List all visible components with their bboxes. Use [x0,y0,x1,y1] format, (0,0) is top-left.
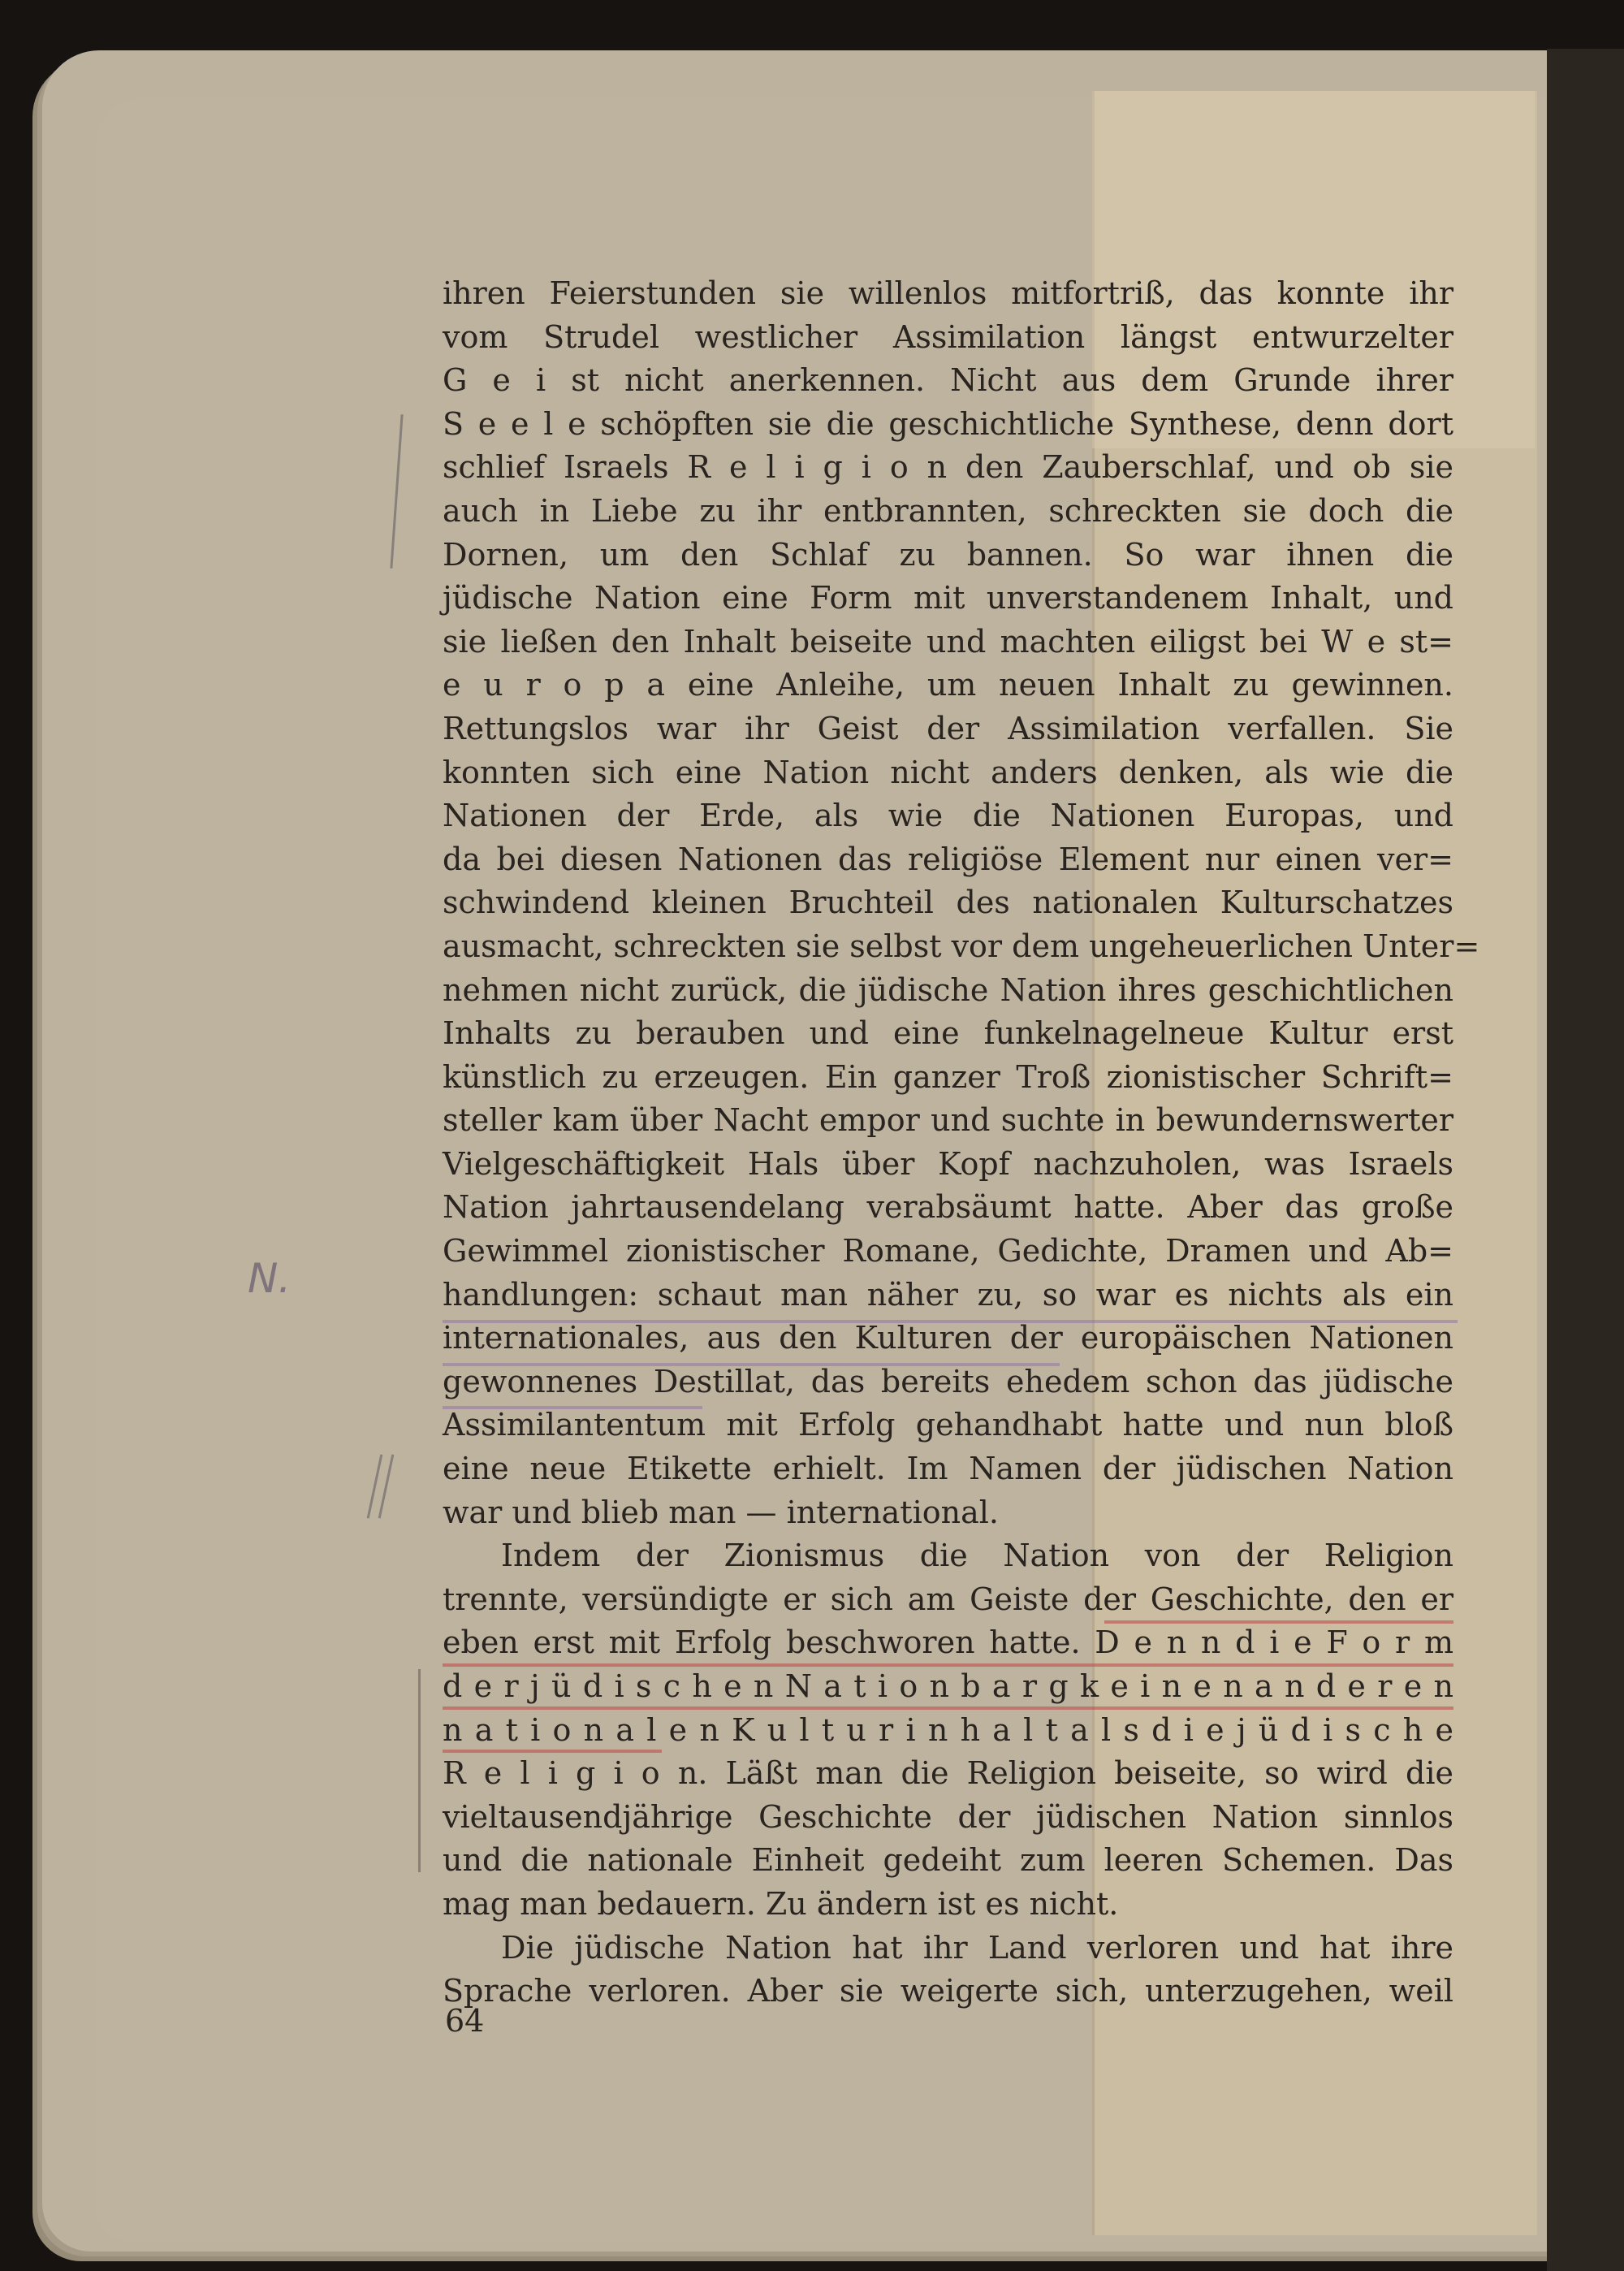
text-line: R e l i g i o n. Läßt man die Religion beiseite, so wird die [443,1755,1453,1792]
text-line: n a t i o n a l e n K u l t u r i n h a l t a l s d i e j ü d i s c h e [443,1711,1453,1748]
text-line: Vielgeschäftigkeit Hals über Kopf nachzuholen, was Israels [443,1145,1453,1182]
page-number: 64 [445,2003,485,2039]
text-line: mag man bedauern. Zu ändern ist es nicht. [443,1885,1119,1922]
text-line: Nation jahrtausendelang verabsäumt hatte. Aber das große [443,1189,1453,1226]
text-line: nehmen nicht zurück, die jüdische Nation ihres geschichtlichen [443,971,1453,1008]
text-line: Gewimmel zionistischer Romane, Gedichte, Dramen und Ab= [443,1233,1453,1270]
text-line: auch in Liebe zu ihr entbrannten, schreckten sie doch die [443,492,1453,529]
text-line: handlungen: schaut man näher zu, so war es nichts als ein [443,1276,1453,1313]
text-line: Die jüdische Nation hat ihr Land verloren und hat ihre [501,1929,1453,1966]
text-line: sie ließen den Inhalt beiseite und machten eiligst bei W e st= [443,623,1453,660]
text-line: ausmacht, schreckten sie selbst vor dem ungeheuerlichen Unter= [443,928,1480,964]
margin-bracket-line [418,1669,421,1872]
text-line: vieltausendjährige Geschichte der jüdischen Nation sinnlos [443,1798,1453,1835]
text-line: Assimilantentum mit Erfolg gehandhabt hatte und nun bloß [443,1407,1453,1443]
text-line: S e e l e schöpften sie die geschichtliche Synthese, denn dort [443,405,1453,442]
text-line: e u r o p a eine Anleihe, um neuen Inhalt zu gewinnen. [443,667,1453,703]
text-line: Dornen, um den Schlaf zu bannen. So war ihnen die [443,536,1453,573]
text-line: war und blieb man — international. [443,1494,999,1530]
book-spine [1547,49,1624,2271]
text-line: Rettungslos war ihr Geist der Assimilation verfallen. Sie [443,710,1453,746]
text-line: internationales, aus den Kulturen der europäischen Nationen [443,1320,1453,1356]
text-line: ihren Feierstunden sie willenlos mitfortriß, das konnte ihr [443,275,1453,311]
margin-pencil-note: N. [248,1255,292,1302]
text-line: d e r j ü d i s c h e n N a t i o n b a r g k e i n e n a n d e r e n [443,1668,1453,1704]
text-line: und die nationale Einheit gedeiht zum leeren Schemen. Das [443,1842,1453,1879]
text-line: Sprache verloren. Aber sie weigerte sich, unterzugehen, weil [443,1973,1453,2009]
text-line: jüdische Nation eine Form mit unverstandenem Inhalt, und [443,580,1453,616]
body-text [443,272,1480,2014]
text-line: G e i st nicht anerkennen. Nicht aus dem Grunde ihrer [443,362,1453,399]
text-line: schwindend kleinen Bruchteil des nationalen Kulturschatzes [443,885,1453,921]
text-line: Inhalts zu berauben und eine funkelnagelneue Kultur erst [443,1015,1453,1052]
text-line: eine neue Etikette erhielt. Im Namen der jüdischen Nation [443,1451,1453,1487]
text-line: konnten sich eine Nation nicht anders denken, als wie die [443,754,1453,790]
text-line: Indem der Zionismus die Nation von der Religion [501,1538,1453,1574]
text-line: Nationen der Erde, als wie die Nationen Europas, und [443,798,1453,834]
text-line: da bei diesen Nationen das religiöse Element nur einen ver= [443,841,1453,877]
text-line: vom Strudel westlicher Assimilation längst entwurzelter [443,318,1453,355]
text-line: künstlich zu erzeugen. Ein ganzer Troß zionistischer Schrift= [443,1058,1453,1095]
text-line: schlief Israels R e l i g i o n den Zauberschlaf, und ob sie [443,449,1453,486]
text-line: steller kam über Nacht empor und suchte in bewundernswerter [443,1102,1453,1139]
text-line: trennte, versündigte er sich am Geiste der Geschichte, den er [443,1581,1453,1617]
text-line: gewonnenes Destillat, das bereits ehedem schon das jüdische [443,1363,1453,1399]
text-line: eben erst mit Erfolg beschworen hatte. D e n n d i e F o r m [443,1624,1453,1661]
